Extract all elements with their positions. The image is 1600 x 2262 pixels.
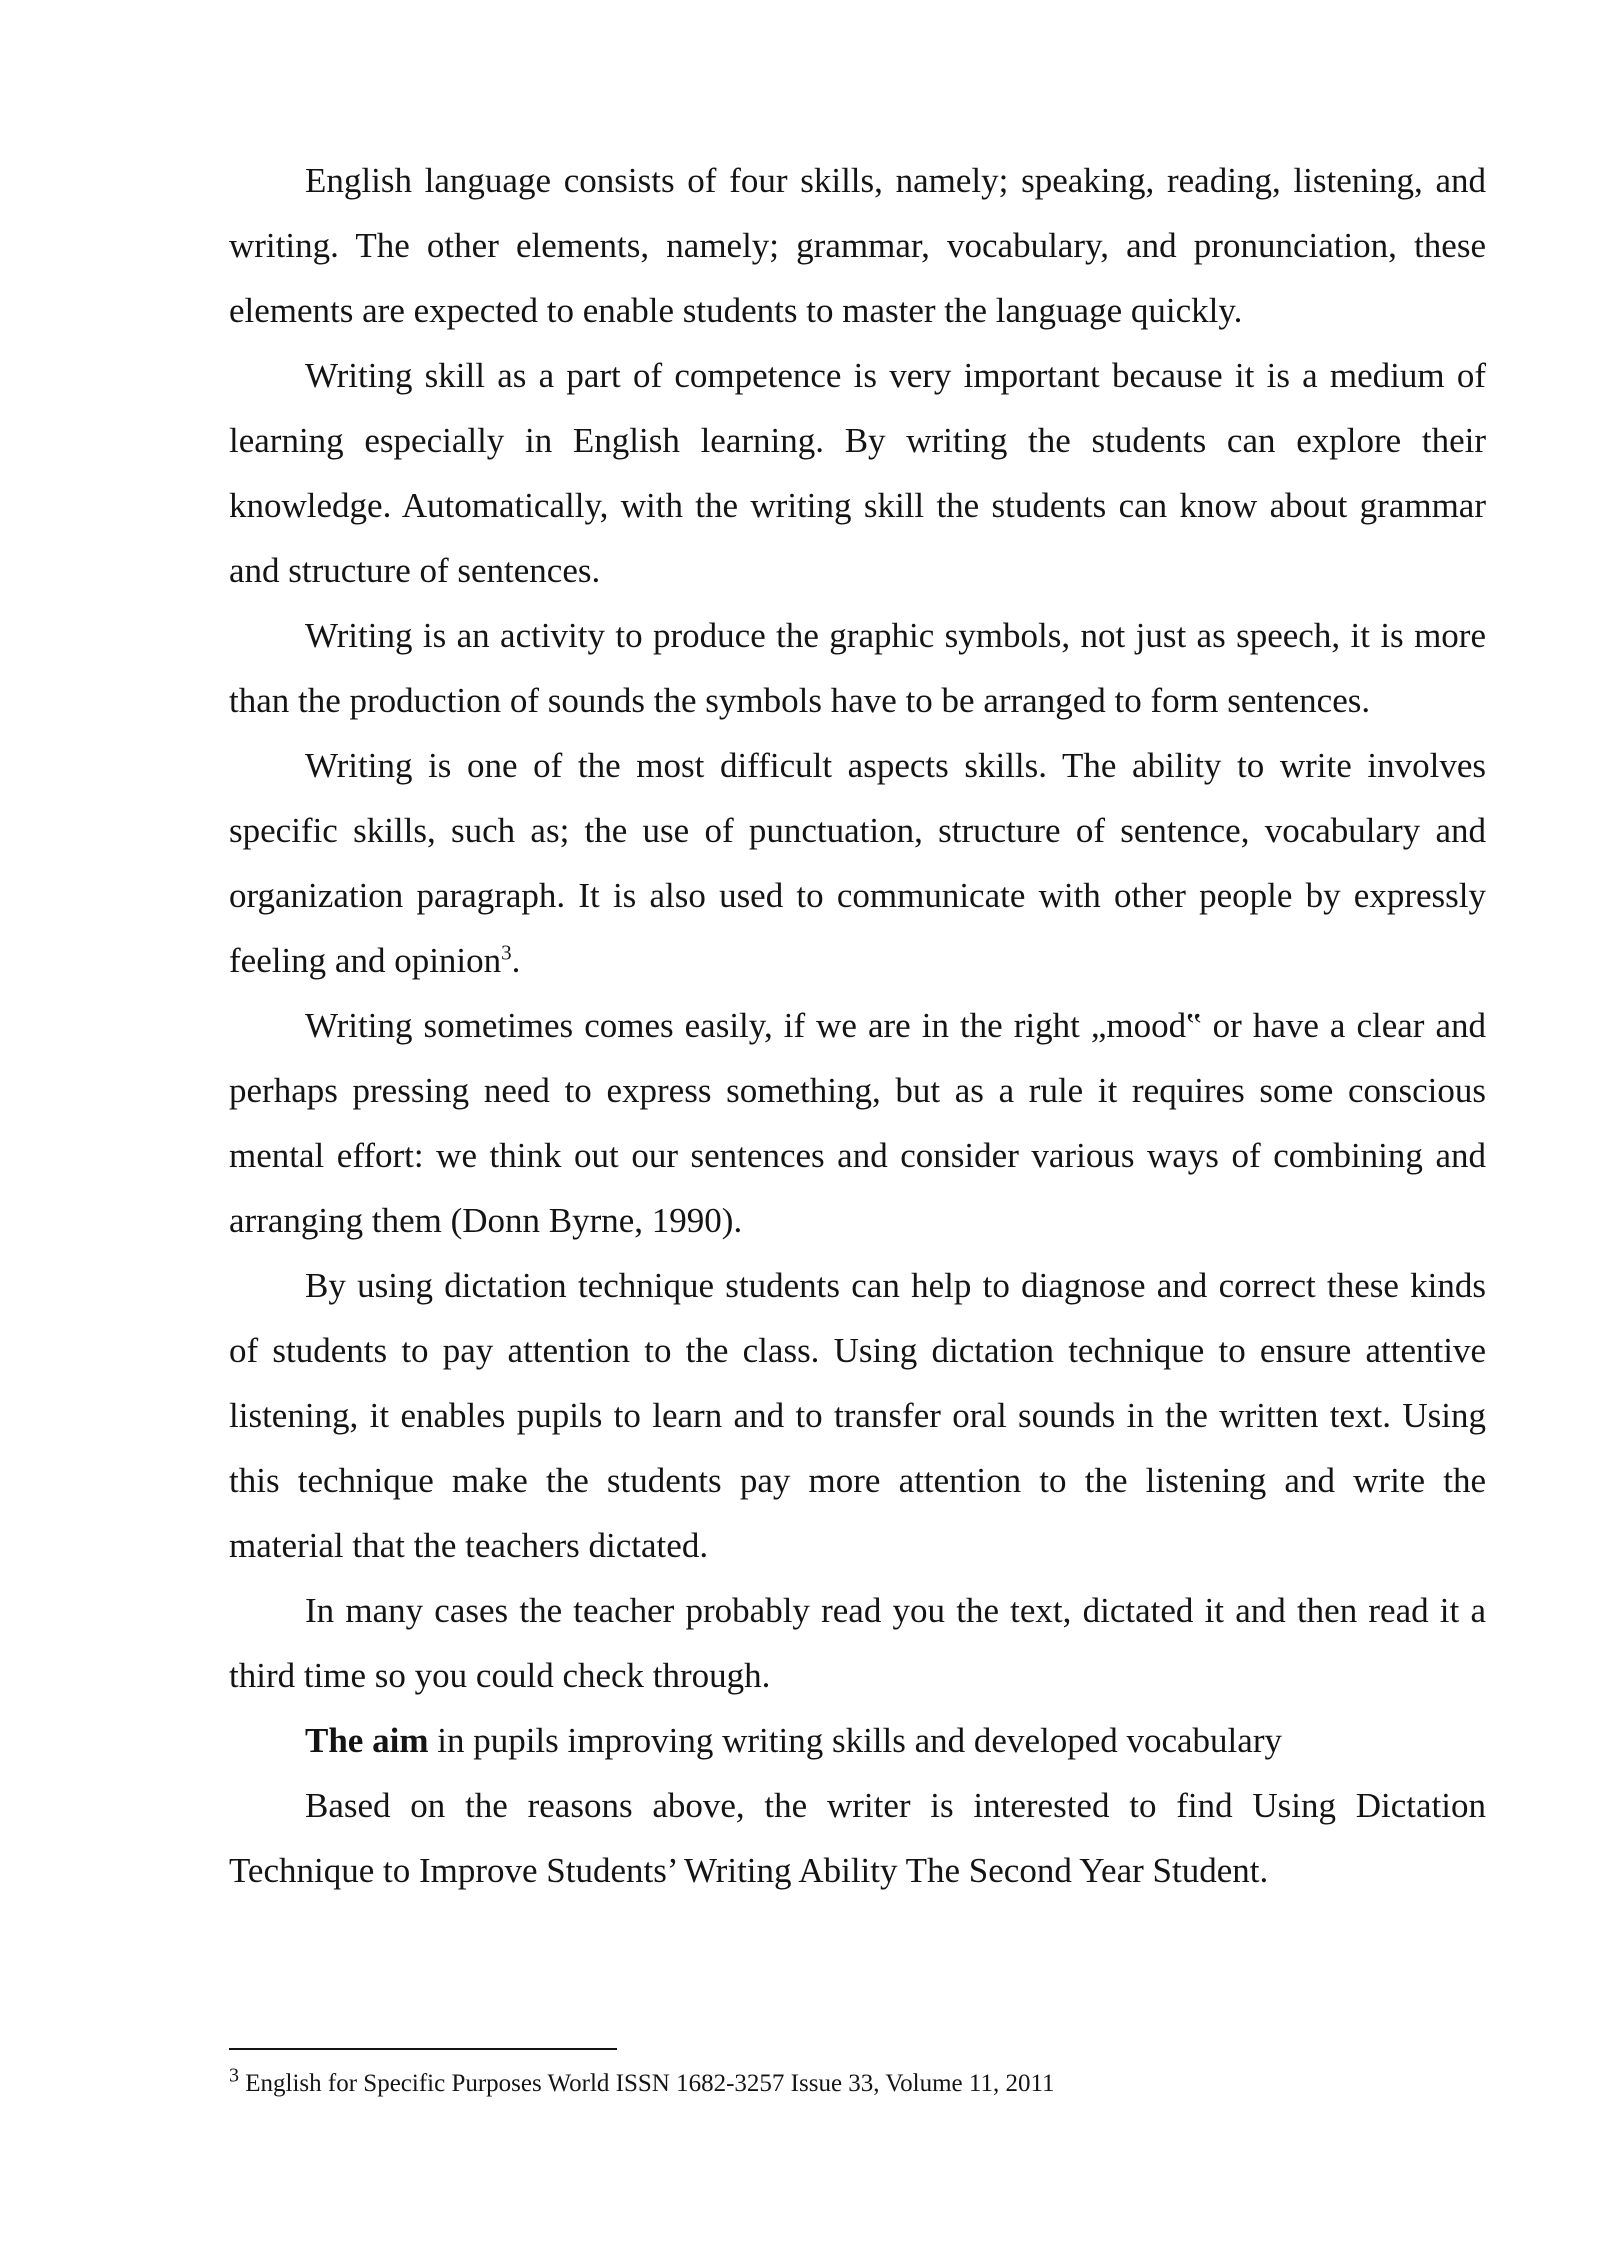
body-text (229, 148, 1486, 1903)
paragraph-4-text: Writing is one of the most difficult aspects skills. The ability to write involves specific skills, such as; the use of punctuation, structure of sentence, vocabulary and organization paragraph. It is also used to communicate with other people by expressly feeling and opinion (229, 746, 1486, 980)
paragraph-4 (229, 733, 1486, 993)
footnote-separator (229, 2048, 617, 2050)
aim-heading: The aim (305, 1721, 429, 1760)
paragraph-6 (229, 1253, 1486, 1578)
footnote-reference[interactable]: 3 (501, 940, 512, 965)
footnote (229, 2066, 1486, 2102)
paragraph-9-text: Based on the reasons above, the writer is interested to find Using Dictation Technique to Improve Students’ Writing Ability The Second Year Student. (229, 1786, 1486, 1890)
paragraph-6-text: By using dictation technique students can help to diagnose and correct these kinds of students to pay attention to the class. Using dictation technique to ensure attentive listening, it enables pupils to learn and to transfer oral sounds in the written text. Using this technique make the students pay more attention to the listening and write the material that the teachers dictated. (229, 1266, 1486, 1565)
paragraph-5 (229, 993, 1486, 1253)
footnote-number: 3 (229, 2064, 239, 2087)
paragraph-3-text: Writing is an activity to produce the graphic symbols, not just as speech, it is more than the production of sounds the symbols have to be arranged to form sentences. (229, 616, 1486, 720)
paragraph-8-text: in pupils improving writing skills and developed vocabulary (428, 1721, 1282, 1760)
paragraph-1 (229, 148, 1486, 343)
paragraph-4-end: . (511, 941, 521, 980)
paragraph-7-text: In many cases the teacher probably read you the text, dictated it and then read it a third time so you could check through. (229, 1591, 1486, 1695)
paragraph-3 (229, 603, 1486, 733)
paragraph-1-text: English language consists of four skills, namely; speaking, reading, listening, and writing. The other elements, namely; grammar, vocabulary, and pronunciation, these elements are expected to enable students to master the language quickly. (229, 161, 1486, 330)
footnote-text: English for Specific Purposes World ISSN 1682-3257 Issue 33, Volume 11, 2011 (239, 2070, 1055, 2097)
paragraph-8 (229, 1708, 1486, 1773)
paragraph-2 (229, 343, 1486, 603)
paragraph-5-text: Writing sometimes comes easily, if we are in the right „mood‟ or have a clear and perhaps pressing need to express something, but as a rule it requires some conscious mental effort: we think out our sentences and consider various ways of combining and arranging them (Donn Byrne, 1990). (229, 1006, 1486, 1240)
paragraph-2-text: Writing skill as a part of competence is very important because it is a medium of learning especially in English learning. By writing the students can explore their knowledge. Automatically, with the writing skill the students can know about grammar and structure of sentences. (229, 356, 1486, 590)
paragraph-7 (229, 1578, 1486, 1708)
paragraph-9 (229, 1773, 1486, 1903)
